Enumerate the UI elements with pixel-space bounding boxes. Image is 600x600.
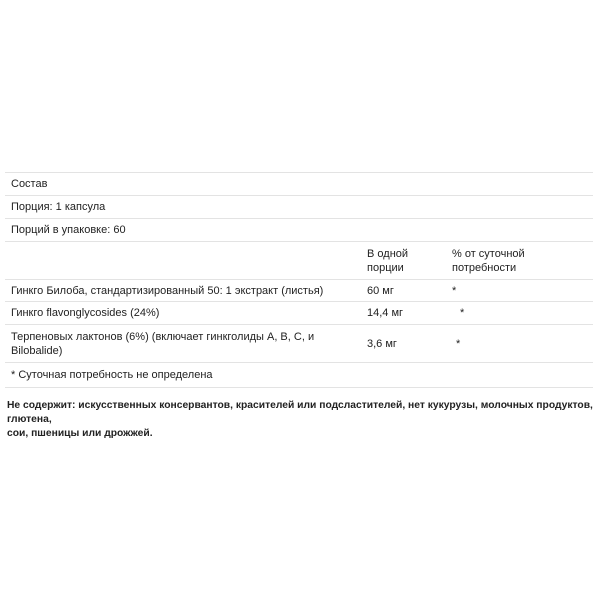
ingredient-row — [5, 325, 593, 363]
ingredient-amount: 3,6 мг — [367, 337, 397, 350]
facts-title: Состав — [11, 178, 48, 190]
daily-value-footnote: * Суточная потребность не определена — [11, 369, 213, 381]
supplement-facts-table — [5, 172, 593, 388]
exclusions-line2: сои, пшеницы или дрожжей. — [7, 428, 153, 439]
dv-header-line1: % от суточной — [452, 247, 525, 260]
ingredient-name: Гинкго flavonglycosides (24%) — [11, 307, 160, 319]
column-header-row — [5, 242, 593, 280]
ingredient-name-line1: Терпеновых лактонов (6%) (включает гинкголиды A, B, C, и — [11, 330, 315, 343]
ingredient-amount: 14,4 мг — [367, 307, 404, 319]
footnote-row — [5, 363, 593, 388]
amount-header-line2: порции — [367, 261, 404, 274]
ingredient-name — [11, 330, 341, 358]
ingredient-name: Гинкго Билоба, стандартизированный 50: 1 экстракт (листья) — [11, 284, 324, 297]
ingredient-daily-value: * — [460, 307, 465, 319]
facts-title-row — [5, 172, 593, 196]
ingredient-row — [5, 302, 593, 325]
daily-value-header — [452, 247, 572, 275]
ingredient-row — [5, 280, 593, 302]
servings-per-container: Порций в упаковке: 60 — [11, 224, 126, 236]
dv-header-line2: потребности — [452, 261, 517, 274]
amount-header-line1: В одной — [367, 247, 409, 260]
ingredient-name-line2: Bilobalide) — [11, 344, 63, 357]
ingredient-daily-value: * — [456, 337, 461, 350]
does-not-contain-statement — [7, 399, 595, 441]
exclusions-line1: Не содержит: искусственных консервантов, красителей или подсластителей, нет кукурузы, молочных продуктов, глютена, — [7, 400, 593, 425]
serving-size: Порция: 1 капсула — [11, 201, 106, 213]
serving-size-row — [5, 196, 593, 219]
amount-per-serving-header — [367, 247, 447, 275]
ingredient-daily-value: * — [452, 284, 457, 297]
servings-per-container-row — [5, 219, 593, 242]
ingredient-amount: 60 мг — [367, 284, 394, 297]
